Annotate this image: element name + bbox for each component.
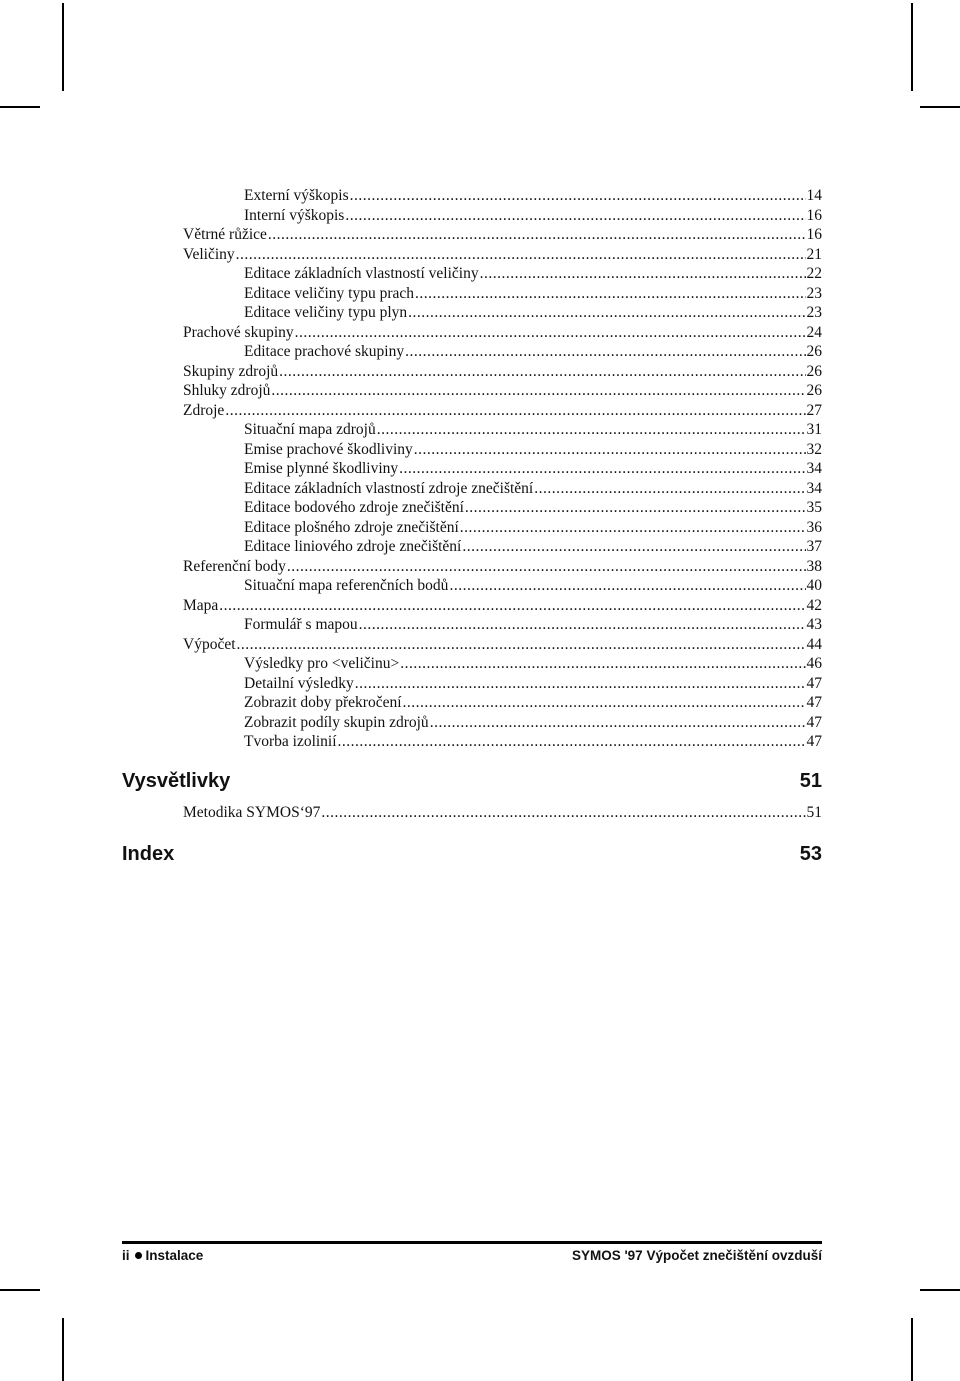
- dot-leader: [377, 420, 806, 440]
- toc-entry[interactable]: [244, 654, 822, 674]
- toc-entry-page: 16: [806, 226, 822, 243]
- toc-entry-page: 27: [806, 401, 822, 419]
- dot-leader: [400, 654, 805, 674]
- toc-entry[interactable]: [244, 303, 822, 323]
- crop-mark: [62, 3, 64, 91]
- toc-entry[interactable]: [183, 803, 822, 823]
- toc-entry-label: Zdroje: [183, 401, 225, 419]
- toc-entry[interactable]: [244, 440, 822, 460]
- section-heading-index[interactable]: [122, 841, 822, 867]
- toc-entry-label: Situační mapa zdrojů: [244, 421, 376, 438]
- section-title: Index: [122, 843, 175, 865]
- dot-leader: [295, 323, 806, 343]
- toc-entry-label: Situační mapa referenčních bodů: [244, 577, 449, 594]
- toc-entry-label: Emise plynné škodliviny: [244, 460, 399, 477]
- crop-mark: [911, 1318, 913, 1381]
- toc-entry-page: 43: [806, 616, 822, 633]
- toc-entry-page: 51: [806, 804, 822, 821]
- toc-entry-page: 24: [806, 323, 822, 341]
- toc-entry-label: Metodika SYMOS‘97: [183, 804, 321, 821]
- dot-leader: [279, 362, 805, 382]
- toc-entry[interactable]: [244, 518, 822, 538]
- dot-leader: [338, 732, 806, 752]
- toc-entry-page: 34: [806, 460, 822, 477]
- toc-entry[interactable]: [244, 537, 822, 557]
- dot-leader: [225, 401, 805, 421]
- toc-entry-label: Detailní výsledky: [244, 674, 354, 692]
- toc-entry-page: 47: [806, 733, 822, 750]
- toc-entry[interactable]: [244, 674, 822, 694]
- footer-page-number: ii: [122, 1247, 130, 1263]
- toc-entry-label: Emise prachové škodliviny: [244, 440, 413, 458]
- dot-leader: [359, 615, 806, 635]
- toc-entry-label: Zobrazit doby překročení: [244, 694, 402, 711]
- section-page: 51: [799, 770, 822, 792]
- section-heading-vysvetlivky[interactable]: [122, 768, 822, 794]
- toc-entry-page: 38: [806, 557, 822, 575]
- toc-entry-label: Editace základních vlastností zdroje znečištění: [244, 479, 534, 497]
- dot-leader: [321, 803, 805, 823]
- toc-entry-label: Interní výškopis: [244, 206, 345, 224]
- toc-entry-page: 37: [806, 538, 822, 555]
- toc-entry-page: 14: [806, 187, 822, 204]
- dot-leader: [345, 206, 805, 226]
- toc-entry-label: Mapa: [183, 596, 219, 614]
- toc-entry-page: 32: [806, 440, 822, 458]
- toc-entry-page: 40: [806, 577, 822, 594]
- toc-entry[interactable]: [183, 381, 822, 401]
- footer-rule: [122, 1241, 822, 1244]
- dot-leader: [408, 303, 805, 323]
- toc-entry-page: 47: [806, 694, 822, 711]
- dot-leader: [237, 635, 806, 655]
- toc-entry-page: 26: [806, 343, 822, 360]
- toc-entry-label: Editace bodového zdroje znečištění: [244, 499, 464, 516]
- toc-entry-label: Formulář s mapou: [244, 616, 358, 633]
- footer-book-title: SYMOS '97 Výpočet znečištění ovzduší: [571, 1247, 822, 1263]
- crop-mark: [62, 1318, 64, 1381]
- toc-entry-page: 16: [806, 206, 822, 224]
- dot-leader: [287, 557, 806, 577]
- section-page: 53: [799, 843, 822, 865]
- toc-entry[interactable]: [244, 479, 822, 499]
- toc-entry-page: 23: [806, 304, 822, 321]
- toc-entry-page: 21: [806, 245, 822, 263]
- toc-entry[interactable]: [244, 693, 822, 713]
- toc-entry-label: Tvorba izolinií: [244, 733, 337, 750]
- dot-leader: [355, 674, 806, 694]
- toc-entry-label: Editace veličiny typu plyn: [244, 304, 408, 321]
- toc-entry[interactable]: [244, 284, 822, 304]
- toc-entry-page: 22: [806, 265, 822, 282]
- toc-entry[interactable]: [244, 420, 822, 440]
- toc-entry-label: Větrné růžice: [183, 226, 267, 243]
- dot-leader: [219, 596, 805, 616]
- toc-entry[interactable]: [244, 576, 822, 596]
- toc-entry-page: 46: [806, 655, 822, 672]
- dot-leader: [415, 284, 805, 304]
- crop-mark: [0, 1289, 40, 1291]
- toc-entry[interactable]: [244, 459, 822, 479]
- toc-entry[interactable]: [244, 186, 822, 206]
- dot-leader: [430, 713, 806, 733]
- crop-mark: [920, 106, 960, 108]
- toc-entry[interactable]: [183, 362, 822, 382]
- crop-mark: [0, 106, 40, 108]
- toc-entry[interactable]: [244, 206, 822, 226]
- toc-entry-label: Editace veličiny typu prach: [244, 284, 415, 302]
- toc-entry-page: 47: [806, 674, 822, 692]
- toc-entry-page: 44: [806, 635, 822, 653]
- toc-entry-label: Zobrazit podíly skupin zdrojů: [244, 713, 429, 731]
- toc-entry-page: 35: [806, 499, 822, 516]
- dot-leader: [534, 479, 805, 499]
- toc-entry-page: 31: [806, 421, 822, 438]
- toc-entry-label: Shluky zdrojů: [183, 382, 271, 399]
- toc-entry-label: Editace plošného zdroje znečištění: [244, 518, 459, 536]
- page-footer: [122, 1246, 822, 1264]
- dot-leader: [403, 693, 806, 713]
- dot-leader: [480, 264, 806, 284]
- section-title: Vysvětlivky: [122, 770, 231, 792]
- footer-chapter-title: Instalace: [145, 1247, 204, 1263]
- toc-entry-page: 26: [806, 382, 822, 399]
- toc-entry-label: Editace základních vlastností veličiny: [244, 265, 479, 282]
- toc-entry-label: Veličiny: [183, 245, 235, 263]
- toc-entry[interactable]: [244, 615, 822, 635]
- toc-entry-page: 47: [806, 713, 822, 731]
- toc-entry[interactable]: [244, 713, 822, 733]
- toc-entry[interactable]: [183, 557, 822, 577]
- toc-entry-page: 26: [806, 362, 822, 380]
- toc-entry-label: Výsledky pro <veličinu>: [244, 655, 400, 672]
- toc-entry[interactable]: [183, 323, 822, 343]
- dot-leader: [405, 342, 805, 362]
- crop-mark: [911, 3, 913, 91]
- toc-entry[interactable]: [183, 225, 822, 245]
- toc-entry-label: Externí výškopis: [244, 187, 349, 204]
- dot-leader: [449, 576, 805, 596]
- toc-entry-page: 42: [806, 596, 822, 614]
- toc-entry[interactable]: [244, 732, 822, 752]
- dot-leader: [460, 518, 806, 538]
- toc-entry-label: Prachové skupiny: [183, 323, 294, 341]
- toc-entry[interactable]: [183, 596, 822, 616]
- dot-leader: [465, 498, 806, 518]
- toc-entry-page: 34: [806, 479, 822, 497]
- toc-entry-label: Referenční body: [183, 557, 286, 575]
- dot-leader: [414, 440, 806, 460]
- toc-entry-label: Editace prachové skupiny: [244, 343, 405, 360]
- toc-entry-page: 36: [806, 518, 822, 536]
- toc-entry-label: Editace liniového zdroje znečištění: [244, 538, 462, 555]
- dot-leader: [268, 225, 806, 245]
- dot-leader: [350, 186, 806, 206]
- toc-entry[interactable]: [183, 245, 822, 265]
- bullet-icon: [135, 1252, 142, 1259]
- dot-leader: [271, 381, 805, 401]
- toc-entry[interactable]: [244, 264, 822, 284]
- dot-leader: [236, 245, 806, 265]
- toc-entry-label: Výpočet: [183, 635, 236, 653]
- toc-entry[interactable]: [183, 635, 822, 655]
- toc-entry-label: Skupiny zdrojů: [183, 362, 279, 380]
- toc-entry-page: 23: [806, 284, 822, 302]
- dot-leader: [399, 459, 805, 479]
- toc-entry[interactable]: [183, 401, 822, 421]
- toc-entry[interactable]: [244, 342, 822, 362]
- toc-entry[interactable]: [244, 498, 822, 518]
- footer-left: [122, 1248, 203, 1263]
- crop-mark: [920, 1289, 960, 1291]
- dot-leader: [462, 537, 805, 557]
